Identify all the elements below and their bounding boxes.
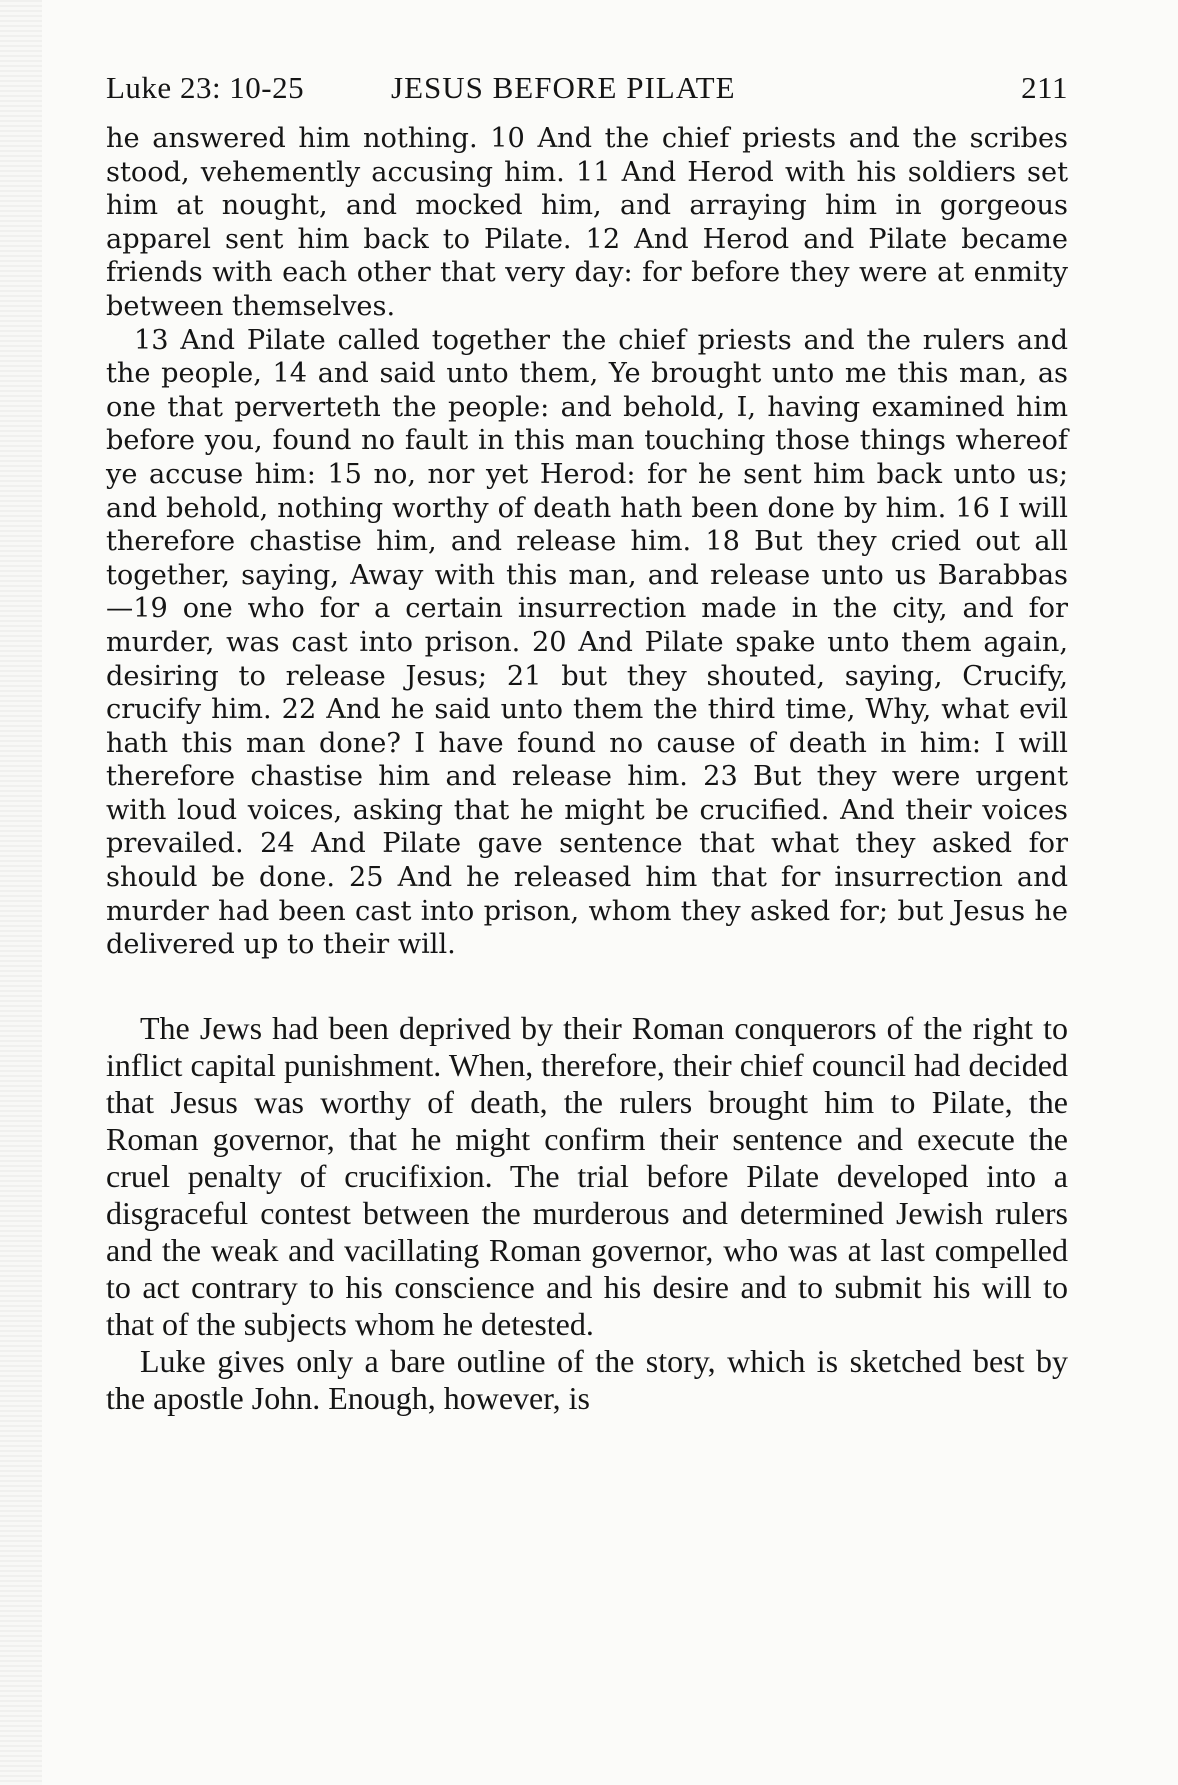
running-header <box>106 70 1068 122</box>
commentary-paragraph: The Jews had been deprived by their Roman conquerors of the right to inflict capital punishment. When, therefore, their chief council had decided that Jesus was worthy of death, the rulers brought him to Pilate, the Roman governor, that he might confirm their sentence and execute the cruel penalty of crucifixion. The trial before Pilate developed into a disgraceful contest between the murderous and determined Jewish rulers and the weak and vacillating Roman governor, who was at last compelled to act contrary to his conscience and his desire and to submit his will to that of the subjects whom he detested. <box>106 1009 1068 1342</box>
commentary-paragraph: Luke gives only a bare outline of the story, which is sketched best by the apostle John. Enough, however, is <box>106 1342 1068 1416</box>
commentary-text <box>106 1010 1068 1417</box>
scripture-passage <box>106 122 1068 962</box>
running-title: JESUS BEFORE PILATE <box>391 70 736 105</box>
scan-edge-shadow <box>0 0 42 1785</box>
scripture-paragraph: he answered him nothing. 10 And the chief priests and the scribes stood, vehemently accusing him. 11 And Herod with his soldiers set him at nought, and mocked him, and arraying him in gorgeous apparel sent him back to Pilate. 12 And Herod and Pilate became friends with each other that very day: for before they were at enmity between themselves. <box>106 123 1068 322</box>
page-number: 211 <box>1021 70 1068 105</box>
book-page <box>106 70 1068 1417</box>
scripture-paragraph: 13 And Pilate called together the chief priests and the rulers and the people, 14 and said unto them, Ye brought unto me this man, as one that perverteth the people: and behold, I, having examined him before you, found no fault in this man touching those things whereof ye accuse him: 15 no, nor yet Herod: for he sent him back unto us; and behold, nothing worthy of death hath been done by him. 16 I will therefore chastise him, and release him. 18 But they cried out all together, saying, Away with this man, and release unto us Barabbas—19 one who for a certain insurrection made in the city, and for murder, was cast into prison. 20 And Pilate spake unto them again, desiring to release Jesus; 21 but they shouted, saying, Crucify, crucify him. 22 And he said unto them the third time, Why, what evil hath this man done? I have found no cause of death in him: I will therefore chastise him and release him. 23 But they were urgent with loud voices, asking that he might be crucified. And their voices prevailed. 24 And Pilate gave sentence that what they asked for should be done. 25 And he released him that for insurrection and murder had been cast into prison, whom they asked for; but Jesus he delivered up to their will. <box>106 324 1068 961</box>
running-reference: Luke 23: 10-25 <box>106 70 305 105</box>
